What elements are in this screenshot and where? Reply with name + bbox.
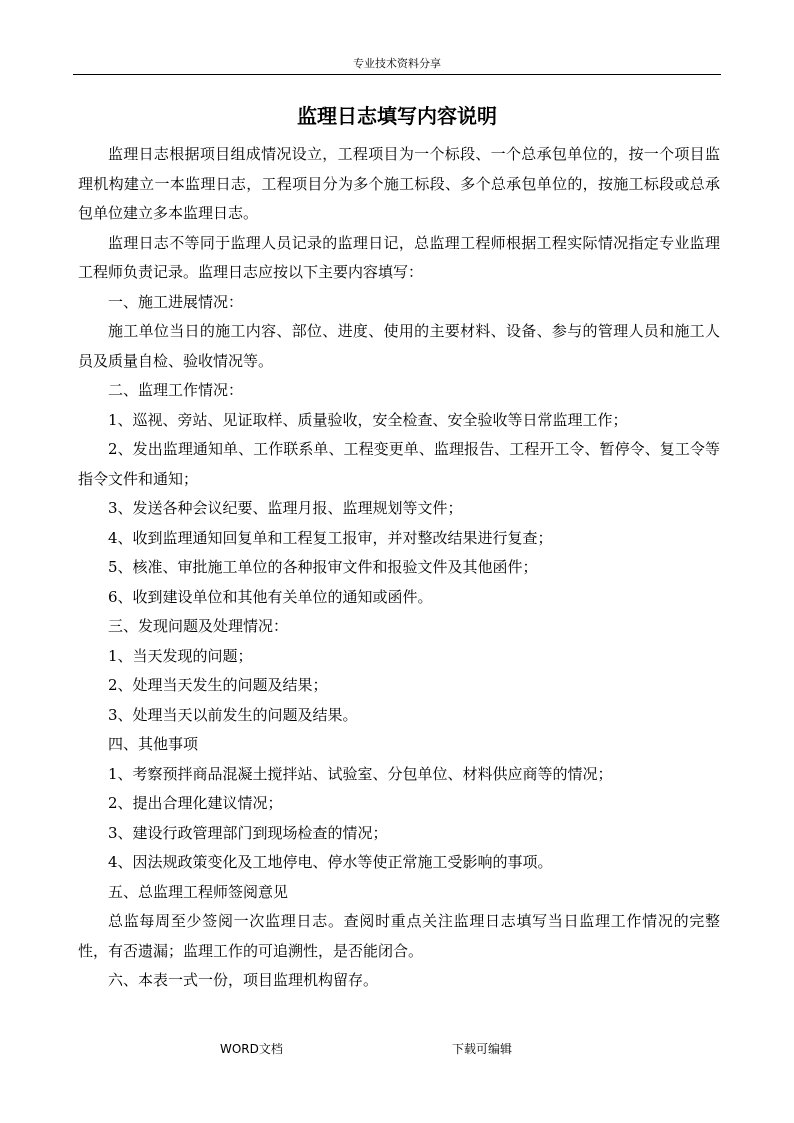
header-text: 专业技术资料分享	[353, 57, 441, 70]
list-item: 3、处理当天以前发生的问题及结果。	[108, 705, 358, 724]
list-item: 4、因法规政策变化及工地停电、停水等使正常施工受影响的事项。	[108, 853, 553, 871]
paragraph-intro-2: 监理日志不等同于监理人员记录的监理日记，总监理工程师根据工程实际情况指定专业监理工程师负责记录。监理日志应按以下主要内容填写：	[78, 233, 720, 281]
list-item: 2、提出合理化建议情况；	[108, 794, 283, 812]
list-item: 3、发送各种会议纪要、监理月报、监理规划等文件；	[108, 499, 463, 517]
list-item: 3、建设行政管理部门到现场检查的情况；	[108, 823, 388, 842]
list-item: 6、收到建设单位和其他有关单位的通知或函件。	[108, 587, 433, 606]
document-body	[78, 140, 720, 996]
list-item: 4、收到监理通知回复单和工程复工报审，并对整改结果进行复查；	[108, 528, 553, 547]
section-heading-6: 六、本表一式一份，项目监理机构留存。	[108, 971, 379, 989]
section-heading-2: 二、监理工作情况：	[108, 381, 244, 399]
list-item: 1、当天发现的问题；	[108, 646, 253, 665]
list-item: 1、巡视、旁站、见证取样、质量验收，安全检查、安全验收等日常监理工作；	[108, 410, 628, 429]
paragraph-chief-review: 总监每周至少签阅一次监理日志。查阅时重点关注监理日志填写当日监理工作情况的完整性，有否遗漏；监理工作的可追溯性，是否能闭合。	[78, 912, 720, 960]
section-heading-4: 四、其他事项	[108, 735, 199, 753]
footer-word-doc: WORD文档	[220, 1042, 283, 1056]
document-title: 监理日志填写内容说明	[297, 104, 497, 128]
section-heading-3: 三、发现问题及处理情况：	[108, 617, 289, 635]
section-heading-1: 一、施工进展情况：	[108, 292, 244, 311]
page-header	[73, 57, 721, 75]
list-item: 2、处理当天发生的问题及结果；	[108, 676, 328, 694]
list-item: 1、考察预拌商品混凝土搅拌站、试验室、分包单位、材料供应商等的情况；	[108, 764, 613, 783]
list-item: 2、发出监理通知单、工作联系单、工程变更单、监理报告、工程开工令、暂停令、复工令等指令文件和通知；	[78, 440, 720, 488]
footer-editable: 下载可编辑	[452, 1042, 513, 1056]
section-heading-5: 五、总监理工程师签阅意见	[108, 882, 289, 901]
list-item: 5、核准、审批施工单位的各种报审文件和报验文件及其他函件；	[108, 558, 538, 576]
paragraph-intro-1: 监理日志根据项目组成情况设立，工程项目为一个标段、一个总承包单位的，按一个项目监理机构建立一本监理日志，工程项目分为多个施工标段、多个总承包单位的，按施工标段或总承包单位建立多本监理日志。	[78, 145, 720, 222]
paragraph-construction-progress: 施工单位当日的施工内容、部位、进度、使用的主要材料、设备、参与的管理人员和施工人员及质量自检、验收情况等。	[78, 322, 720, 370]
